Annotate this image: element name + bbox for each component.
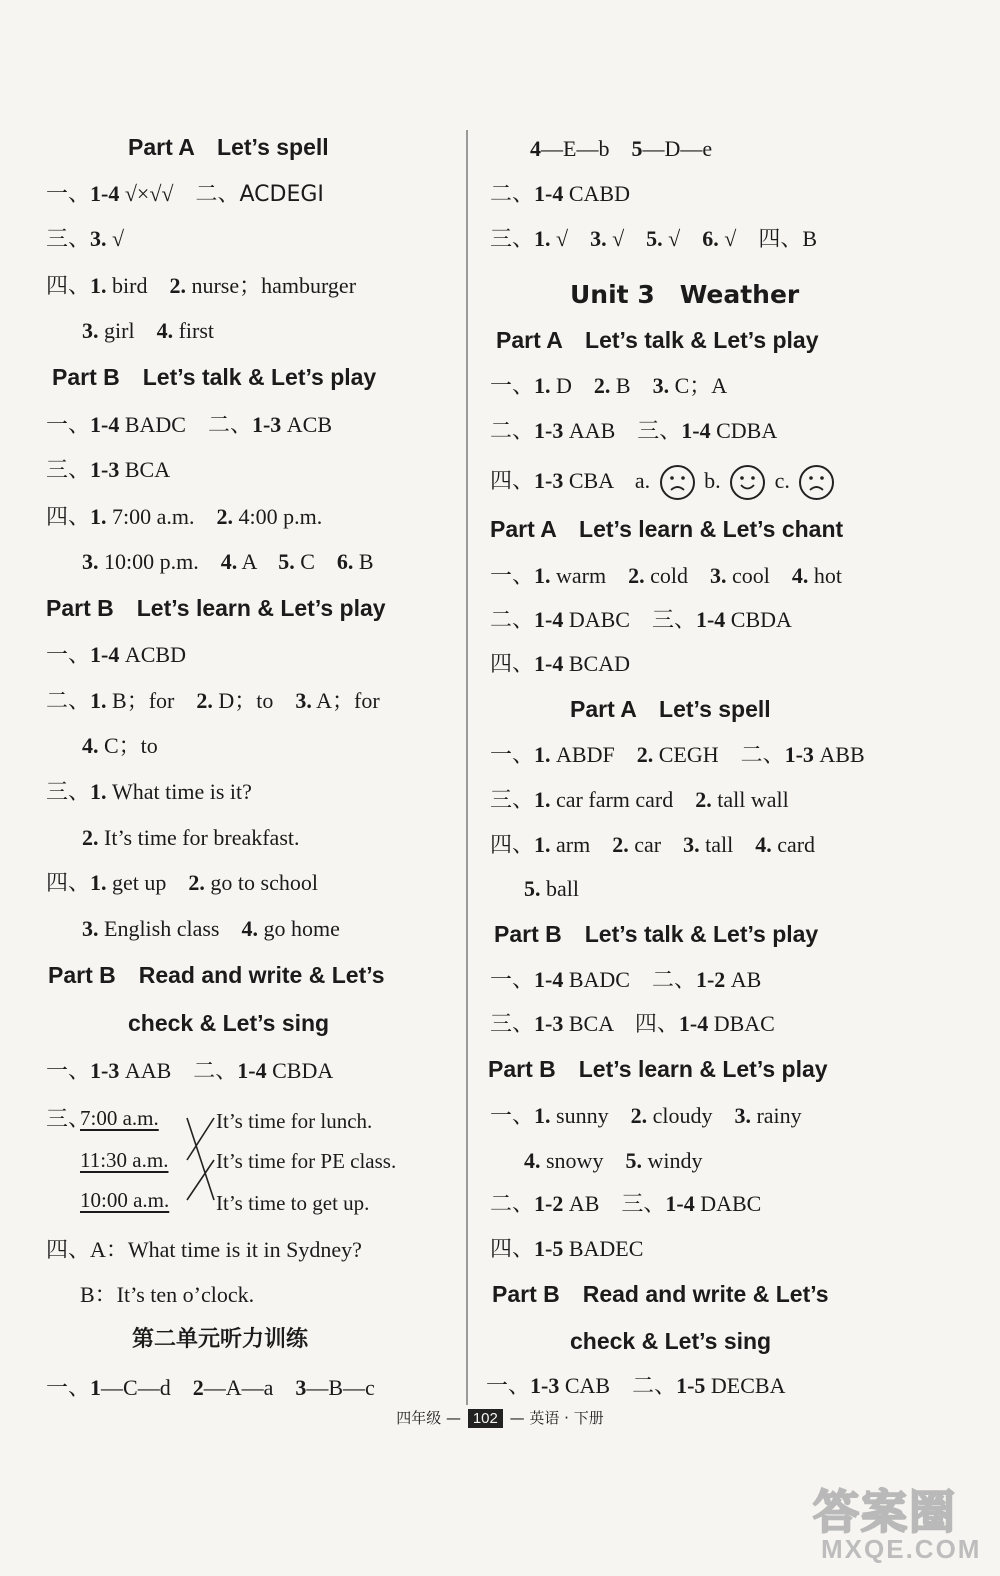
footer-subject: 英语 · 下册 bbox=[529, 1409, 604, 1427]
section-heading-cn: 第二单元听力训练 bbox=[132, 1327, 309, 1352]
watermark-logo bbox=[813, 1476, 988, 1568]
answer-line: 三、1-3 BCA bbox=[46, 457, 171, 483]
section-heading: Part B Let’s talk & Let’s play bbox=[52, 364, 377, 390]
answer-line: 三、1-3 BCA 四、1-4 DBAC bbox=[490, 1011, 775, 1037]
answer-line: 一、1-3 CAB 二、1-5 DECBA bbox=[486, 1373, 786, 1399]
answer-line: 四、1. bird 2. nurse；hamburger bbox=[46, 273, 357, 299]
answer-line: 四、1-4 BCAD bbox=[490, 651, 630, 677]
answer-line: 4. C；to bbox=[82, 733, 158, 758]
answer-line: 2. It’s time for breakfast. bbox=[82, 825, 300, 850]
answer-line: 二、1-3 AAB 三、1-4 CDBA bbox=[490, 418, 778, 444]
section-heading: Part B Let’s learn & Let’s play bbox=[488, 1056, 828, 1082]
match-sentence: It’s time for lunch. bbox=[216, 1109, 373, 1133]
answer-line: 二、1-4 CABD bbox=[490, 181, 630, 207]
match-line bbox=[187, 1118, 214, 1200]
unit-title: Unit 3 Weather bbox=[570, 280, 800, 309]
answer-line: 一、1. sunny 2. cloudy 3. rainy bbox=[490, 1103, 802, 1129]
match-lines bbox=[184, 1110, 220, 1220]
answer-line: 一、1-3 AAB 二、1-4 CBDA bbox=[46, 1058, 334, 1084]
footer-grade: 四年级 bbox=[396, 1409, 442, 1427]
answer-line: 三、1. √ 3. √ 5. √ 6. √ 四、B bbox=[490, 226, 817, 252]
answer-line: 一、1. D 2. B 3. C；A bbox=[490, 373, 728, 399]
answer-line: 二、1-4 DABC 三、1-4 CBDA bbox=[490, 607, 792, 633]
match-line bbox=[187, 1118, 214, 1160]
answer-line: 4—E—b 5—D—e bbox=[530, 136, 713, 161]
answer-line: 一、1—C—d 2—A—a 3—B—c bbox=[46, 1375, 375, 1401]
answer-line: 二、1. B；for 2. D；to 3. A；for bbox=[46, 688, 380, 714]
answer-line: 四、1-5 BADEC bbox=[490, 1236, 644, 1262]
page-footer: 四年级 — 102 — 英语 · 下册 bbox=[396, 1409, 604, 1427]
answer-line: 3. 10:00 p.m. 4. A 5. C 6. B bbox=[82, 549, 374, 574]
section-heading-cont: check & Let’s sing bbox=[570, 1328, 772, 1354]
answer-line: 3. English class 4. go home bbox=[82, 916, 340, 941]
answer-line: 4. snowy 5. windy bbox=[524, 1148, 703, 1173]
sad-face-icon bbox=[799, 465, 834, 500]
match-sentence: It’s time for PE class. bbox=[216, 1149, 397, 1173]
match-time: 11:30 a.m. bbox=[80, 1148, 169, 1172]
answer-line: 四、1-3 CBA a. b. c. bbox=[490, 464, 838, 500]
watermark-url: MXQE.COM bbox=[821, 1534, 982, 1564]
section-heading: Part B Let’s talk & Let’s play bbox=[494, 921, 819, 947]
answer-line: 一、1-4 √×√√ 二、ACDEGI bbox=[46, 181, 324, 207]
section-heading: Part B Let’s learn & Let’s play bbox=[46, 595, 386, 621]
answer-line: 一、1-4 ACBD bbox=[46, 642, 186, 668]
answer-line: 四、A：What time is it in Sydney? bbox=[46, 1237, 362, 1263]
section-heading: Part B Read and write & Let’s bbox=[492, 1281, 829, 1307]
answer-line: 二、1-2 AB 三、1-4 DABC bbox=[490, 1191, 762, 1217]
watermark-cn: 答案圈 bbox=[813, 1485, 957, 1539]
answer-line: 四、1. 7:00 a.m. 2. 4:00 p.m. bbox=[46, 504, 323, 530]
section-heading: Part B Read and write & Let’s bbox=[48, 962, 385, 988]
sad-face-icon bbox=[660, 465, 695, 500]
answer-line: B：It’s ten o’clock. bbox=[80, 1282, 255, 1307]
answer-line: 一、1-4 BADC 二、1-2 AB bbox=[490, 967, 762, 993]
column-divider bbox=[466, 130, 468, 1405]
answer-line: 一、1. ABDF 2. CEGH 二、1-3 ABB bbox=[490, 742, 865, 768]
answer-line: 四、1. get up 2. go to school bbox=[46, 870, 318, 896]
answer-line: 3. girl 4. first bbox=[82, 318, 215, 343]
answer-line: 一、1. warm 2. cold 3. cool 4. hot bbox=[490, 563, 843, 589]
answer-line: 一、1-4 BADC 二、1-3 ACB bbox=[46, 412, 333, 438]
section-heading: Part A Let’s talk & Let’s play bbox=[496, 327, 819, 353]
happy-face-icon bbox=[730, 465, 765, 500]
section-heading: Part A Let’s learn & Let’s chant bbox=[490, 516, 844, 542]
match-line bbox=[187, 1160, 214, 1200]
answer-line: 5. ball bbox=[524, 876, 579, 901]
section-heading: Part A Let’s spell bbox=[570, 696, 771, 722]
match-time: 7:00 a.m. bbox=[80, 1106, 159, 1130]
answer-line: 三、1. What time is it? bbox=[46, 779, 252, 805]
match-sentence: It’s time to get up. bbox=[216, 1191, 370, 1215]
answer-line: 四、1. arm 2. car 3. tall 4. card bbox=[490, 832, 816, 858]
section-heading-cont: check & Let’s sing bbox=[128, 1010, 330, 1036]
page-number: 102 bbox=[468, 1409, 503, 1428]
match-label: 三、 bbox=[46, 1107, 91, 1132]
answer-line: 三、1. car farm card 2. tall wall bbox=[490, 787, 789, 813]
match-time: 10:00 a.m. bbox=[80, 1188, 170, 1212]
section-heading: Part A Let’s spell bbox=[128, 134, 329, 160]
answer-line: 三、3. √ bbox=[46, 226, 125, 252]
